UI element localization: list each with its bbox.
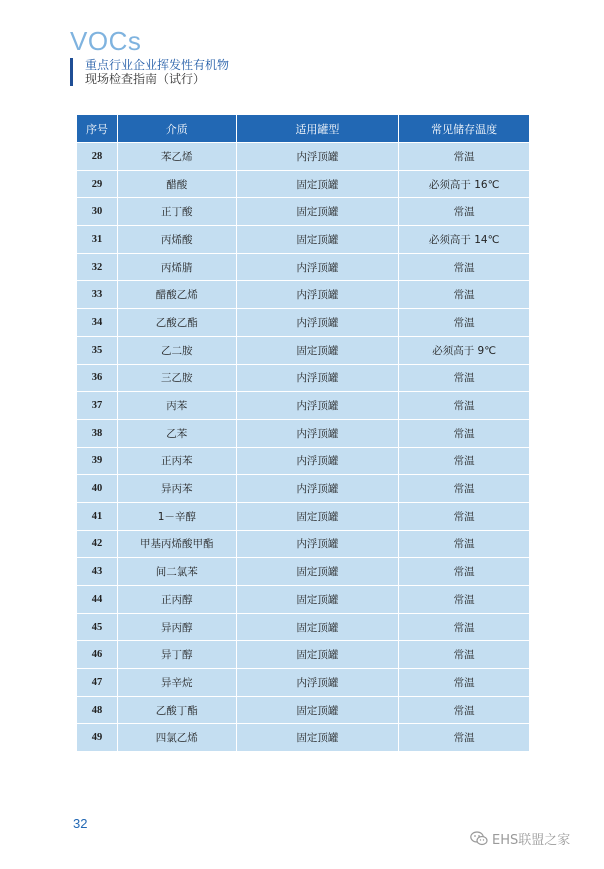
cell-storage-temperature: 必须高于 14℃: [399, 226, 529, 253]
cell-index: 44: [77, 586, 117, 613]
cell-tank-type: 固定顶罐: [237, 198, 399, 225]
cell-index: 33: [77, 281, 117, 308]
cell-storage-temperature: 常温: [399, 558, 529, 585]
cell-index: 42: [77, 531, 117, 558]
cell-index: 49: [77, 724, 117, 751]
cell-medium: 异辛烷: [118, 669, 236, 696]
cell-index: 29: [77, 171, 117, 198]
cell-storage-temperature: 常温: [399, 143, 529, 170]
cell-storage-temperature: 常温: [399, 281, 529, 308]
table-row: [77, 586, 529, 613]
cell-medium: 1－辛醇: [118, 503, 236, 530]
cell-tank-type: 内浮顶罐: [237, 281, 399, 308]
cell-medium: 间二氯苯: [118, 558, 236, 585]
cell-medium: 正丁酸: [118, 198, 236, 225]
document-subtitle: [70, 58, 229, 86]
table-row: [77, 254, 529, 281]
table-row: [77, 641, 529, 668]
cell-storage-temperature: 常温: [399, 198, 529, 225]
cell-storage-temperature: 常温: [399, 448, 529, 475]
cell-index: 38: [77, 420, 117, 447]
cell-index: 34: [77, 309, 117, 336]
cell-medium: 四氯乙烯: [118, 724, 236, 751]
cell-medium: 乙酸丁酯: [118, 697, 236, 724]
cell-index: 48: [77, 697, 117, 724]
header-index: 序号: [77, 115, 117, 142]
table-row: [77, 420, 529, 447]
cell-storage-temperature: 常温: [399, 614, 529, 641]
cell-tank-type: 内浮顶罐: [237, 365, 399, 392]
page-number: 32: [73, 816, 88, 831]
cell-storage-temperature: 常温: [399, 531, 529, 558]
cell-medium: 丙烯酸: [118, 226, 236, 253]
cell-tank-type: 固定顶罐: [237, 171, 399, 198]
cell-tank-type: 内浮顶罐: [237, 254, 399, 281]
cell-index: 39: [77, 448, 117, 475]
cell-index: 36: [77, 365, 117, 392]
cell-tank-type: 内浮顶罐: [237, 143, 399, 170]
cell-medium: 异丙苯: [118, 475, 236, 502]
cell-index: 43: [77, 558, 117, 585]
cell-index: 40: [77, 475, 117, 502]
cell-medium: 醋酸乙烯: [118, 281, 236, 308]
cell-storage-temperature: 常温: [399, 641, 529, 668]
watermark: [470, 829, 570, 848]
storage-temperature-table: [76, 114, 530, 752]
cell-medium: 正丙苯: [118, 448, 236, 475]
header-storage-temperature: 常见储存温度: [399, 115, 529, 142]
cell-tank-type: 内浮顶罐: [237, 392, 399, 419]
cell-medium: 醋酸: [118, 171, 236, 198]
table-row: [77, 309, 529, 336]
cell-storage-temperature: 必须高于 16℃: [399, 171, 529, 198]
table-row: [77, 724, 529, 751]
cell-storage-temperature: 常温: [399, 586, 529, 613]
cell-index: 37: [77, 392, 117, 419]
cell-medium: 丙苯: [118, 392, 236, 419]
cell-storage-temperature: 常温: [399, 365, 529, 392]
cell-tank-type: 固定顶罐: [237, 614, 399, 641]
cell-index: 41: [77, 503, 117, 530]
table-row: [77, 448, 529, 475]
cell-medium: 丙烯腈: [118, 254, 236, 281]
cell-tank-type: 固定顶罐: [237, 226, 399, 253]
table-body: [77, 143, 529, 751]
table-row: [77, 475, 529, 502]
cell-medium: 乙二胺: [118, 337, 236, 364]
cell-tank-type: 固定顶罐: [237, 503, 399, 530]
subtitle-line-1: 重点行业企业挥发性有机物: [85, 58, 230, 72]
table-row: [77, 503, 529, 530]
cell-storage-temperature: 常温: [399, 420, 529, 447]
wechat-icon: [470, 831, 488, 846]
cell-tank-type: 内浮顶罐: [237, 309, 399, 336]
table-header: [77, 115, 529, 142]
subtitle-line-2: 现场检查指南（试行）: [85, 72, 206, 86]
cell-tank-type: 内浮顶罐: [237, 531, 399, 558]
cell-storage-temperature: 常温: [399, 724, 529, 751]
cell-storage-temperature: 常温: [399, 309, 529, 336]
cell-storage-temperature: 常温: [399, 392, 529, 419]
table-row: [77, 697, 529, 724]
table-row: [77, 171, 529, 198]
cell-index: 35: [77, 337, 117, 364]
cell-medium: 异丁醇: [118, 641, 236, 668]
table-row: [77, 558, 529, 585]
table-row: [77, 198, 529, 225]
cell-tank-type: 固定顶罐: [237, 641, 399, 668]
table-row: [77, 669, 529, 696]
cell-medium: 异丙醇: [118, 614, 236, 641]
cell-medium: 正丙醇: [118, 586, 236, 613]
cell-index: 47: [77, 669, 117, 696]
cell-tank-type: 内浮顶罐: [237, 448, 399, 475]
cell-tank-type: 固定顶罐: [237, 586, 399, 613]
header-tank-type: 适用罐型: [237, 115, 399, 142]
cell-storage-temperature: 常温: [399, 475, 529, 502]
table-row: [77, 226, 529, 253]
table-row: [77, 365, 529, 392]
table-row: [77, 143, 529, 170]
table-row: [77, 614, 529, 641]
cell-storage-temperature: 常温: [399, 669, 529, 696]
cell-storage-temperature: 常温: [399, 503, 529, 530]
header-medium: 介质: [118, 115, 236, 142]
watermark-text: EHS联盟之家: [492, 833, 571, 848]
cell-tank-type: 固定顶罐: [237, 724, 399, 751]
cell-tank-type: 内浮顶罐: [237, 475, 399, 502]
cell-storage-temperature: 必须高于 9℃: [399, 337, 529, 364]
cell-medium: 乙酸乙酯: [118, 309, 236, 336]
table-row: [77, 392, 529, 419]
table-row: [77, 337, 529, 364]
table-row: [77, 281, 529, 308]
table-row: [77, 531, 529, 558]
table-header-row: [77, 115, 529, 142]
cell-tank-type: 固定顶罐: [237, 558, 399, 585]
page-header: [70, 27, 229, 86]
cell-medium: 乙苯: [118, 420, 236, 447]
cell-index: 45: [77, 614, 117, 641]
cell-tank-type: 固定顶罐: [237, 697, 399, 724]
cell-tank-type: 内浮顶罐: [237, 669, 399, 696]
brand-title: VOCs: [70, 26, 142, 56]
cell-storage-temperature: 常温: [399, 254, 529, 281]
cell-tank-type: 内浮顶罐: [237, 420, 399, 447]
cell-tank-type: 固定顶罐: [237, 337, 399, 364]
cell-index: 32: [77, 254, 117, 281]
cell-index: 28: [77, 143, 117, 170]
cell-index: 30: [77, 198, 117, 225]
cell-index: 31: [77, 226, 117, 253]
cell-medium: 三乙胺: [118, 365, 236, 392]
cell-medium: 甲基丙烯酸甲酯: [118, 531, 236, 558]
cell-index: 46: [77, 641, 117, 668]
cell-medium: 苯乙烯: [118, 143, 236, 170]
cell-storage-temperature: 常温: [399, 697, 529, 724]
